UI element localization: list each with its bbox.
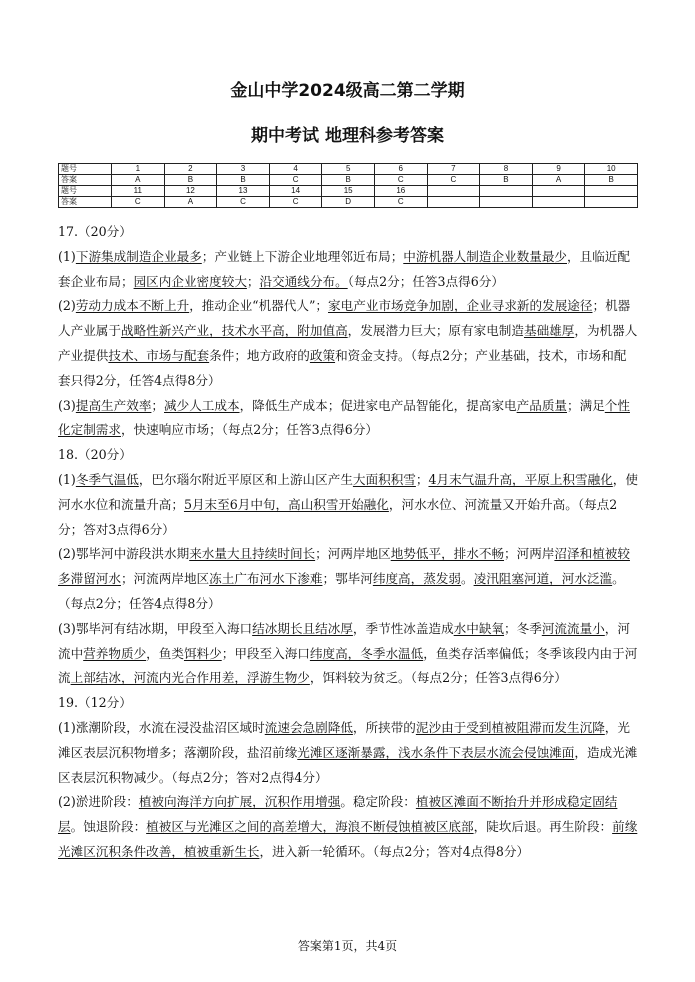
answer-17-2: (2)劳动力成本不断上升，推动企业“机器代人”；家电产业市场竞争加剧，企业寻求新的发展途径；机器人产业属于战略性新兴产业，技术水平高，附加值高，发展潜力巨大；原有家电制造基础雄厚，为机器人产业提供技术、市场与配套条件；地方政府的政策和资金支持。（每点2分；产业基础，技术，市场和配套只得2分，任答4点得8分） <box>58 298 638 388</box>
table-cell: 14 <box>269 186 322 197</box>
table-cell: 3 <box>217 164 270 175</box>
table-cell: 7 <box>427 164 480 175</box>
table-cell: 15 <box>322 186 375 197</box>
table-cell <box>427 186 480 197</box>
table-cell: 16 <box>374 186 427 197</box>
table-cell: C <box>112 197 165 208</box>
table-cell: 13 <box>217 186 270 197</box>
table-row <box>59 164 638 175</box>
page-title: 金山中学2024级高二第二学期 <box>230 81 465 101</box>
table-cell <box>480 186 533 197</box>
question-number-label: 题号 <box>59 164 112 175</box>
table-row <box>59 197 638 208</box>
table-cell <box>585 186 638 197</box>
table-cell: A <box>164 197 217 208</box>
table-cell: C <box>427 175 480 186</box>
answer-19-1: (1)涨潮阶段，水流在浸没盐沼区域时流速会急剧降低，所挟带的泥沙由于受到植被阻滞而发生沉降，光滩区表层沉积物增多；落潮阶段，盐沼前缘光滩区逐渐暴露，浅水条件下表层水流会侵蚀滩面，造成光滩区表层沉积物减少。（每点2分；答对2点得4分） <box>58 719 638 785</box>
table-cell <box>480 197 533 208</box>
table-cell: C <box>217 197 270 208</box>
answer-body <box>58 220 638 865</box>
answer-18-1: (1)冬季气温低，巴尔瑙尔附近平原区和上游山区产生大面积积雪；4月末气温升高，平原上积雪融化，使河水水位和流量升高；5月末至6月中旬，高山积雪开始融化，河水水位、河流量又开始升高。（每点2分；答对3点得6分） <box>58 471 638 537</box>
question-17-heading: 17.（20分） <box>58 224 132 239</box>
question-19-heading: 19.（12分） <box>58 695 132 711</box>
table-cell: B <box>585 175 638 186</box>
table-cell: 4 <box>269 164 322 175</box>
table-cell: C <box>374 197 427 208</box>
answer-label: 答案 <box>59 175 112 186</box>
table-cell <box>427 197 480 208</box>
table-cell: C <box>374 175 427 186</box>
table-cell: 6 <box>374 164 427 175</box>
table-cell: 11 <box>112 186 165 197</box>
table-row <box>59 186 638 197</box>
table-cell: D <box>322 197 375 208</box>
answer-18-3: (3)鄂毕河有结冰期，甲段至入海口结冰期长且结冰厚，季节性冰盖造成水中缺氧；冬季河流流量小，河流中营养物质少，鱼类饵料少；甲段至入海口纬度高，冬季水温低，鱼类存活率偏低；冬季该段内由于河流上部结冰，河流内光合作用差，浮游生物少，饵料较为贫乏。（每点2分；任答3点得6分） <box>58 620 638 686</box>
table-cell: B <box>164 175 217 186</box>
answer-17-1: (1)下游集成制造企业最多；产业链上下游企业地理邻近布局；中游机器人制造企业数量最少，且临近配套企业布局；园区内企业密度较大；沿交通线分布。（每点2分；任答3点得6分） <box>58 248 630 289</box>
answer-19-2: (2)淤进阶段：植被向海洋方向扩展，沉积作用增强。稳定阶段：植被区滩面不断抬升并形成稳定固结层。蚀退阶段：植被区与光滩区之间的高差增大，海浪不断侵蚀植被区底部，陡坎后退。再生阶段：前缘光滩区沉积条件改善，植被重新生长，进入新一轮循环。（每点2分；答对4点得8分） <box>58 794 638 859</box>
page-subtitle: 期中考试 地理科参考答案 <box>251 126 444 146</box>
table-cell: C <box>269 197 322 208</box>
answer-label: 答案 <box>59 197 112 208</box>
table-cell: 10 <box>585 164 638 175</box>
table-cell: 1 <box>112 164 165 175</box>
table-cell: C <box>269 175 322 186</box>
multiple-choice-answer-table <box>58 163 638 208</box>
table-cell <box>532 197 585 208</box>
table-cell: B <box>217 175 270 186</box>
question-number-label: 题号 <box>59 186 112 197</box>
table-cell: 8 <box>480 164 533 175</box>
table-cell <box>585 197 638 208</box>
answer-18-2: (2)鄂毕河中游段洪水期来水量大且持续时间长；河两岸地区地势低平，排水不畅；河两岸沼泽和植被较多滞留河水；河流两岸地区冻土广布河水下渗难；鄂毕河纬度高，蒸发弱。凌汛阻塞河道，河水泛滥。（每点2分；任答4点得8分） <box>58 546 630 611</box>
table-cell: 2 <box>164 164 217 175</box>
table-row <box>59 175 638 186</box>
page-footer: 答案第1页，共4页 <box>297 939 398 953</box>
table-cell: B <box>322 175 375 186</box>
table-cell: 9 <box>532 164 585 175</box>
table-cell: B <box>480 175 533 186</box>
table-cell: 5 <box>322 164 375 175</box>
table-cell: 12 <box>164 186 217 197</box>
table-cell <box>532 186 585 197</box>
question-18-heading: 18.（20分） <box>58 447 132 463</box>
table-cell: A <box>112 175 165 186</box>
answer-17-3: (3)提高生产效率；减少人工成本，降低生产成本；促进家电产品智能化，提高家电产品质量；满足个性化定制需求，快速响应市场；（每点2分；任答3点得6分） <box>58 397 630 438</box>
table-cell: A <box>532 175 585 186</box>
